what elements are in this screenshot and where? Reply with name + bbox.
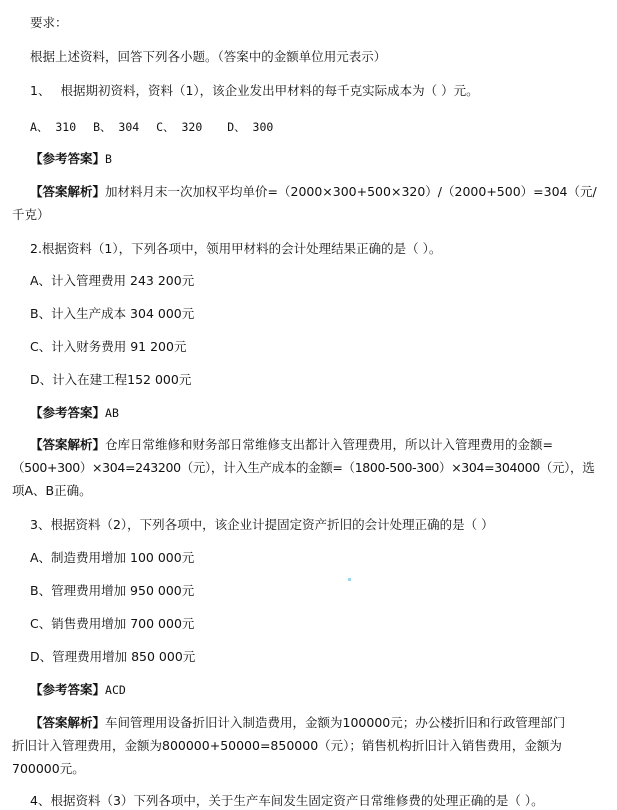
question-1-answer: [0, 150, 617, 168]
question-1-option-d: D、 300: [227, 120, 274, 134]
question-2-option-c: C、计入财务费用 91 200元: [30, 339, 187, 354]
analysis-text: 仓库日常维修和财务部日常维修支出都计入管理费用，所以计入管理费用的金额=: [105, 437, 553, 452]
analysis-text: 车间管理用设备折旧计入制造费用，金额为100000元；办公楼折旧和行政管理部门: [105, 715, 566, 730]
analysis-text: 加材料月末一次加权平均单价=（2000×300+500×320）/（2000+500）=304（元/: [105, 184, 597, 199]
question-3-option-b: B、管理费用增加 950 000元: [30, 583, 195, 598]
analysis-label: 【答案解析】: [30, 715, 106, 730]
question-1-option-c: C、 320: [156, 120, 203, 134]
question-3-analysis-line-3: 700000元。: [12, 761, 85, 776]
question-3-analysis-line-1: [0, 714, 617, 732]
analysis-label: 【答案解析】: [30, 437, 106, 452]
answer-value: ACD: [105, 683, 126, 697]
question-1-option-a: A、 310: [30, 120, 77, 134]
question-4: 4、根据资料（3）下列各项中，关于生产车间发生固定资产日常维修费的处理正确的是（ ）。: [30, 793, 544, 808]
question-2-analysis-line-2: （500+300）×304=243200（元），计入生产成本的金额=（1800-500-300）×304=304000（元），选: [12, 460, 595, 475]
question-3-analysis-line-2: 折旧计入管理费用，金额为800000+50000=850000（元）；销售机构折旧计入销售费用，金额为: [12, 738, 562, 753]
question-3: 3、根据资料（2），下列各项中，该企业计提固定资产折旧的会计处理正确的是（ ）: [30, 517, 494, 532]
question-2-analysis-line-3: 项A、B正确。: [12, 483, 92, 498]
answer-value: AB: [105, 406, 119, 420]
question-1-text: 根据期初资料，资料（1），该企业发出甲材料的每千克实际成本为（ ）元。: [60, 83, 479, 98]
question-3-option-a: A、制造费用增加 100 000元: [30, 550, 195, 565]
question-2-analysis-line-1: [0, 436, 617, 454]
requirement-heading: 要求：: [30, 15, 68, 30]
answer-label: 【参考答案】: [30, 405, 106, 420]
question-1-options: [0, 118, 617, 136]
question-2-option-a: A、计入管理费用 243 200元: [30, 273, 195, 288]
question-1-analysis-line-2: 千克）: [12, 207, 50, 222]
question-1-option-b: B、 304: [93, 120, 140, 134]
answer-value: B: [105, 152, 112, 166]
answer-label: 【参考答案】: [30, 682, 106, 697]
question-2: 2.根据资料（1），下列各项中，领用甲材料的会计处理结果正确的是（ ）。: [30, 241, 442, 256]
analysis-label: 【答案解析】: [30, 184, 106, 199]
question-3-option-d: D、管理费用增加 850 000元: [30, 649, 196, 664]
question-3-option-c: C、销售费用增加 700 000元: [30, 616, 195, 631]
question-3-answer: [0, 681, 617, 699]
intro-text: 根据上述资料，回答下列各小题。（答案中的金额单位用元表示）: [30, 49, 387, 64]
answer-label: 【参考答案】: [30, 151, 106, 166]
question-2-answer: [0, 404, 617, 422]
question-1-number: 1、: [30, 83, 51, 98]
question-2-option-d: D、计入在建工程152 000元: [30, 372, 192, 387]
cursor-mark: [348, 578, 351, 581]
question-1: [0, 82, 617, 100]
question-2-option-b: B、计入生产成本 304 000元: [30, 306, 195, 321]
question-1-analysis-line-1: [0, 183, 617, 201]
